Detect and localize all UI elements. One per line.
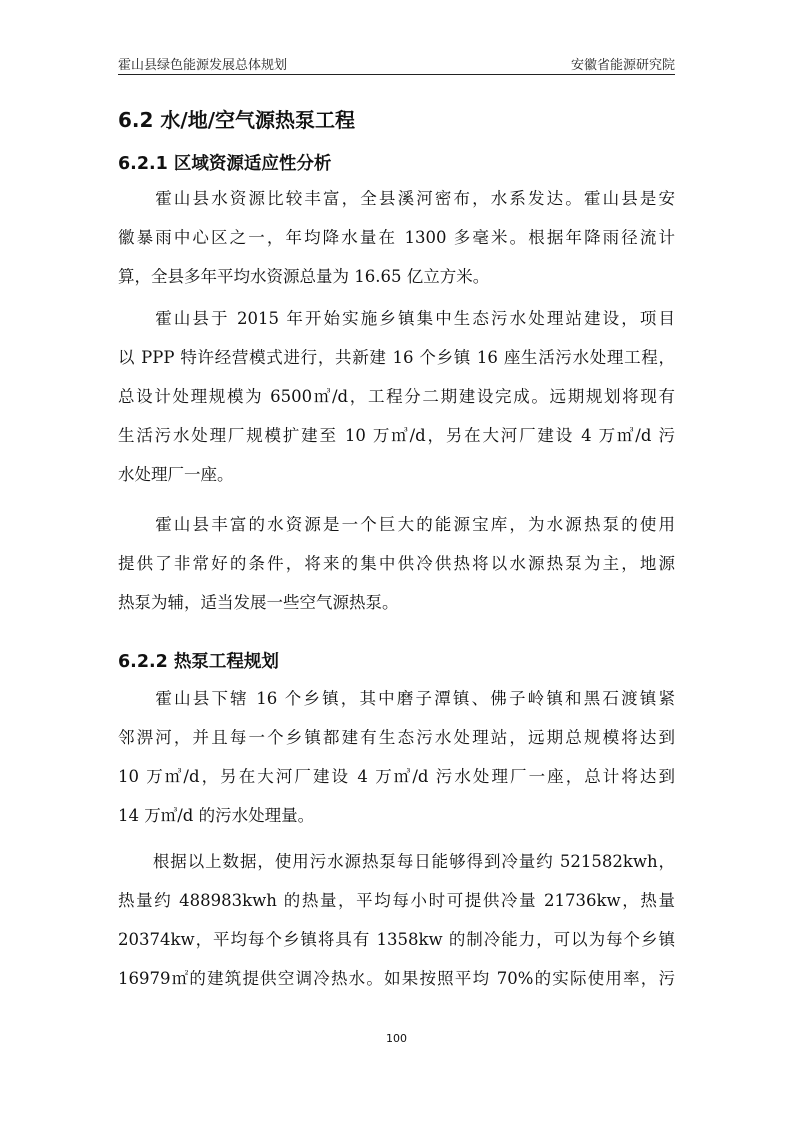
- text-line: 徽暴雨中心区之一，年均降水量在 1300 多毫米。根据年降雨径流计: [118, 228, 675, 247]
- subsection-title-heat-pump-plan: 6.2.2 热泵工程规划: [118, 652, 279, 672]
- text-line: 算，全县多年平均水资源总量为 16.65 亿立方米。: [118, 267, 490, 286]
- text-line: 以 PPP 特许经营模式进行，共新建 16 个乡镇 16 座生活污水处理工程，: [118, 348, 675, 367]
- header-document-title: 霍山县绿色能源发展总体规划: [118, 58, 288, 73]
- text-line: 霍山县下辖 16 个乡镇，其中磨子潭镇、佛子岭镇和黑石渡镇紧: [118, 689, 675, 708]
- header-organization: 安徽省能源研究院: [570, 58, 675, 73]
- paragraph-sewage-treatment: [118, 304, 675, 499]
- text-line: 霍山县丰富的水资源是一个巨大的能源宝库，为水源热泵的使用: [118, 515, 675, 534]
- text-line: 生活污水处理厂规模扩建至 10 万㎥/d，另在大河厂建设 4 万㎥/d 污: [118, 426, 675, 445]
- text-line: 14 万㎥/d 的污水处理量。: [118, 806, 315, 825]
- text-line: 10 万㎥/d，另在大河厂建设 4 万㎥/d 污水处理厂一座，总计将达到: [118, 767, 675, 786]
- text-line: 热泵为辅，适当发展一些空气源热泵。: [118, 593, 399, 612]
- text-line: 16979㎡的建筑提供空调冷热水。如果按照平均 70%的实际使用率，污: [118, 969, 675, 988]
- section-title: 6.2 水/地/空气源热泵工程: [118, 108, 356, 132]
- subsection-title-resource-analysis: 6.2.1 区域资源适应性分析: [118, 154, 332, 174]
- paragraph-heat-pump-outlook: [118, 510, 675, 627]
- running-header: [118, 54, 675, 75]
- text-line: 霍山县水资源比较丰富，全县溪河密布，水系发达。霍山县是安: [118, 189, 675, 208]
- paragraph-water-resources: [118, 184, 675, 301]
- text-line: 根据以上数据，使用污水源热泵每日能够得到冷量约 521582kwh，: [118, 852, 675, 871]
- paragraph-capacity-estimate: [118, 847, 675, 1003]
- text-line: 20374kw，平均每个乡镇将具有 1358kw 的制冷能力，可以为每个乡镇: [118, 930, 675, 949]
- page-number: 100: [386, 1032, 407, 1045]
- text-line: 邻淠河，并且每一个乡镇都建有生态污水处理站，远期总规模将达到: [118, 728, 675, 747]
- paragraph-townships: [118, 684, 675, 840]
- text-line: 提供了非常好的条件，将来的集中供冷供热将以水源热泵为主，地源: [118, 554, 675, 573]
- text-line: 霍山县于 2015 年开始实施乡镇集中生态污水处理站建设，项目: [118, 309, 675, 328]
- text-line: 热量约 488983kwh 的热量，平均每小时可提供冷量 21736kw，热量: [118, 891, 675, 910]
- text-line: 水处理厂一座。: [118, 465, 234, 484]
- text-line: 总设计处理规模为 6500㎥/d，工程分二期建设完成。远期规划将现有: [118, 387, 675, 406]
